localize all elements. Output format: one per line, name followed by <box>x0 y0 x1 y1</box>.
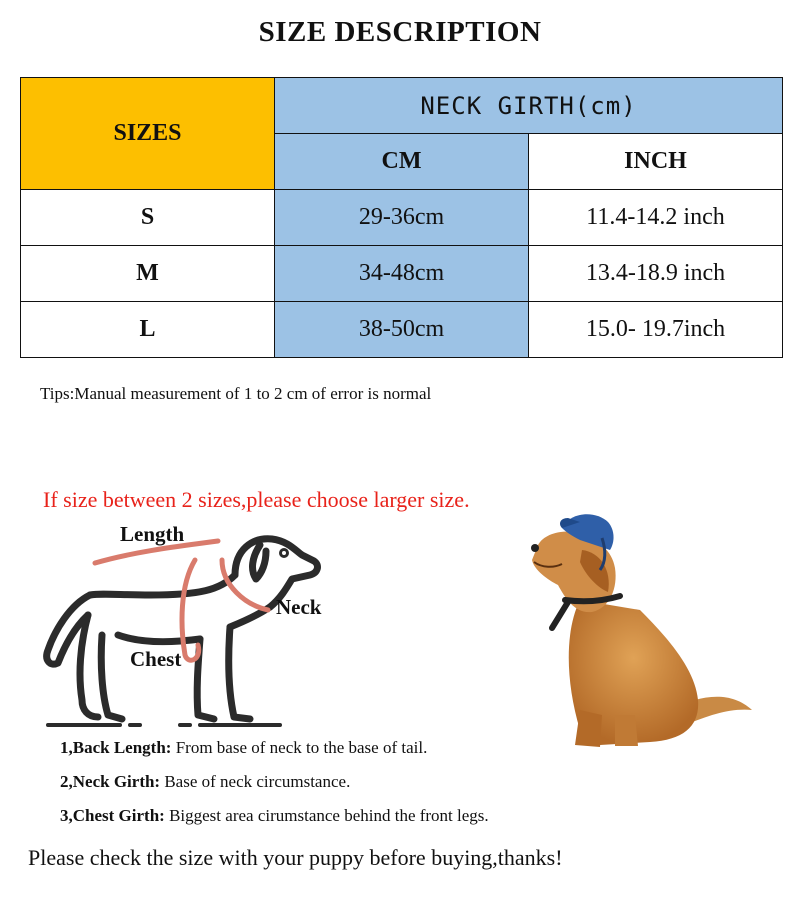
neck-girth-header: NECK GIRTH(cm) <box>275 78 783 134</box>
neck-label: Neck <box>276 595 322 619</box>
note-item <box>60 771 489 805</box>
size-table <box>20 77 783 358</box>
chest-label: Chest <box>130 647 182 671</box>
chest-measure-line <box>182 560 199 660</box>
tips-text: Tips:Manual measurement of 1 to 2 cm of error is normal <box>40 384 432 403</box>
dog-measurement-diagram <box>30 515 350 735</box>
size-cell: L <box>21 302 275 358</box>
inch-cell: 11.4-14.2 inch <box>529 190 783 246</box>
note-term: 2,Neck Girth: <box>60 772 161 791</box>
note-text: Base of neck circumstance. <box>160 772 351 791</box>
table-row <box>21 190 783 246</box>
cm-cell: 38-50cm <box>275 302 529 358</box>
cm-header: CM <box>275 134 529 190</box>
inch-header: INCH <box>529 134 783 190</box>
size-cell: S <box>21 190 275 246</box>
measure-lines <box>95 541 268 660</box>
measurement-notes <box>60 737 489 839</box>
table-header-row <box>21 78 783 134</box>
dog-with-cap-photo <box>520 510 760 750</box>
note-text: Biggest area cirumstance behind the front legs. <box>164 806 489 825</box>
size-advice: If size between 2 sizes,please choose larger size. <box>43 487 470 512</box>
inch-cell: 15.0- 19.7inch <box>529 302 783 358</box>
note-term: 3,Chest Girth: <box>60 806 165 825</box>
table-row <box>21 246 783 302</box>
sizes-header: SIZES <box>21 78 275 190</box>
note-text: From base of neck to the base of tail. <box>171 738 428 757</box>
inch-cell: 13.4-18.9 inch <box>529 246 783 302</box>
note-item <box>60 805 489 839</box>
table-row <box>21 302 783 358</box>
size-cell: M <box>21 246 275 302</box>
note-item <box>60 737 489 771</box>
note-term: 1,Back Length: <box>60 738 172 757</box>
cm-cell: 34-48cm <box>275 246 529 302</box>
length-label: Length <box>120 522 185 546</box>
footer-text: Please check the size with your puppy before buying,thanks! <box>28 845 563 870</box>
page-title: SIZE DESCRIPTION <box>258 16 542 48</box>
cm-cell: 29-36cm <box>275 190 529 246</box>
